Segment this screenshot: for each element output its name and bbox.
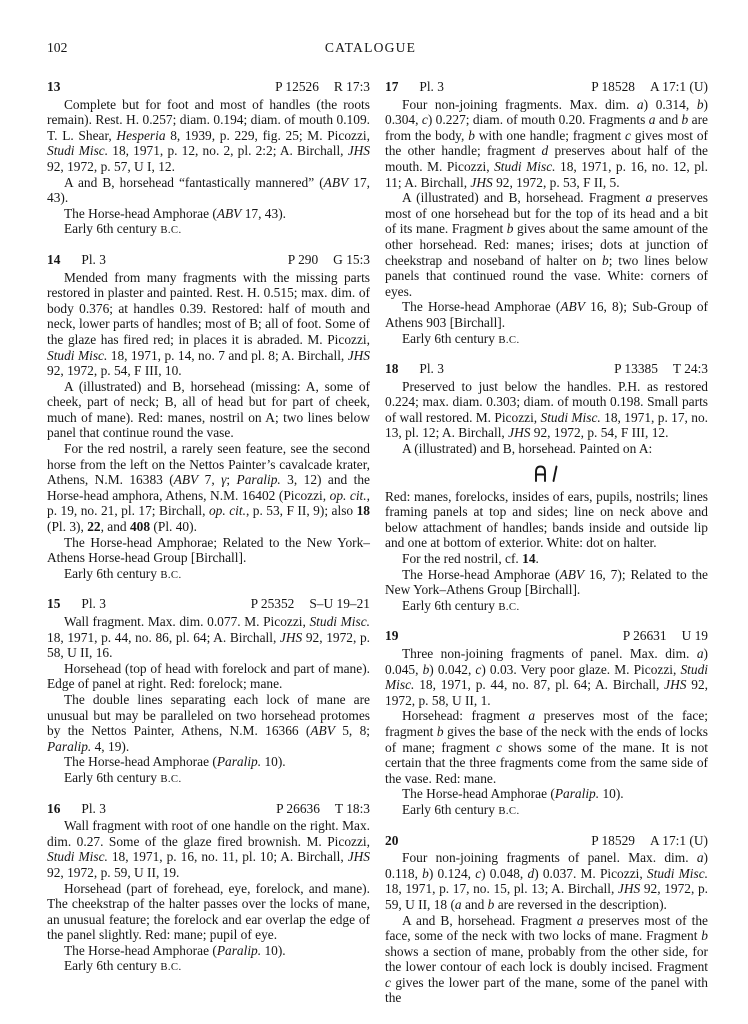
entry-paragraph: The Horse-head Amphorae (Paralip. 10). bbox=[64, 754, 286, 770]
entry-paragraph: Early 6th century B.C. bbox=[64, 769, 182, 785]
entry-grid-reference: A 17:1 (U) bbox=[649, 79, 708, 94]
entry-paragraph: Three non-joining fragments of panel. Max. dim. a) 0.045, b) 0.042, c) 0.03. Very poor glaze. M. Picozzi, Studi Misc. 18, 1971, p. 44, no. 87, pl. 64; A. Birchall, JHS 92, 1972, p. 58, U II, 1. bbox=[385, 646, 708, 708]
entry-paragraph: Wall fragment. Max. dim. 0.077. M. Picozzi, Studi Misc. 18, 1971, p. 44, no. 86, pl. 64; A. Birchall, JHS 92, 1972, p. 58, U II, 16. bbox=[47, 614, 370, 661]
entry-paragraph: A (illustrated) and B, horsehead. Fragment a preserves most of one horsehead but for the top of its head and a bit of its mane. Fragment b gives about the same amount of the other horsehead. Red: manes; irises; dots at junction of cheekstrap and noseband of halter on b; two lines below panels that continued round the vase. White: corners of eyes. bbox=[385, 190, 708, 299]
running-title: CATALOGUE bbox=[324, 40, 417, 55]
entry-number: 16 bbox=[47, 800, 61, 816]
entry-grid-reference: G 15:3 bbox=[333, 251, 370, 267]
entry-inventory-number: P 26636 bbox=[276, 800, 320, 816]
text-columns bbox=[47, 79, 708, 1006]
entry-paragraph: Horsehead (part of forehead, eye, forelock, and mane). The cheekstrap of the halter passes over the locks of mane, an unusual feature; the forelock and ear overlap the edge of the panel slightly. Red: mane; pupil of eye. bbox=[47, 880, 370, 943]
entry-paragraph: Complete but for foot and most of handles (the roots remain). Rest. H. 0.257; diam. 0.194; diam. of mouth 0.109. T. L. Shear, Hesperia 8, 1939, p. 229, fig. 25; M. Picozzi, Studi Misc. 18, 1971, p. 12, no. 2, pl. 2:2; A. Birchall, JHS 92, 1972, p. 57, U I, 12. bbox=[47, 96, 370, 174]
entry-paragraph: Early 6th century B.C. bbox=[402, 330, 520, 346]
page-number: 102 bbox=[47, 40, 68, 55]
entry-inventory-number: P 13385 bbox=[614, 361, 658, 377]
dipinto-inscription bbox=[385, 464, 708, 483]
entry-grid-reference: T 18:3 bbox=[334, 800, 370, 816]
entry-paragraph: Early 6th century B.C. bbox=[402, 801, 520, 817]
entry-paragraph: Early 6th century B.C. bbox=[64, 565, 182, 581]
entry-plate-ref: Pl. 3 bbox=[419, 79, 444, 94]
catalogue-entry-20 bbox=[385, 833, 708, 1007]
entry-plate-ref: Pl. 3 bbox=[81, 596, 106, 612]
entry-paragraph: Horsehead (top of head with forelock and part of mane). Edge of panel at right. Red: forelock; mane. bbox=[47, 660, 370, 692]
entry-paragraph: Mended from many fragments with the missing parts restored in plaster and painted. Rest. H. 0.515; max. dim. of body 0.376; at handles 0.39. Restored: half of mouth and neck, lower parts of handles; most of B; all of foot. Some of the glaze has fired red; in places it is abraded. M. Picozzi, Studi Misc. 18, 1971, p. 14, no. 7 and pl. 8; A. Birchall, JHS 92, 1972, p. 54, F III, 10. bbox=[47, 269, 370, 379]
entry-inventory-number: P 26631 bbox=[622, 628, 667, 644]
entry-paragraph: Early 6th century B.C. bbox=[64, 221, 182, 237]
entry-grid-reference: T 24:3 bbox=[672, 361, 708, 377]
entry-inventory-number: P 18529 bbox=[591, 832, 635, 848]
entry-grid-reference: U 19 bbox=[681, 628, 708, 644]
entry-header bbox=[385, 833, 708, 849]
entry-number: 15 bbox=[47, 596, 61, 612]
dipinto-glyphs-AI bbox=[530, 464, 564, 483]
entry-paragraph: Red: manes, forelocks, insides of ears, pupils, nostrils; lines framing panels at top and sides; line on neck above and below attachment of handles; bands inside and outside lip and one at bottom of exterior. White: dot on halter. bbox=[385, 488, 708, 551]
catalogue-entry-16 bbox=[47, 801, 370, 977]
entry-number: 18 bbox=[385, 361, 399, 377]
entry-paragraph: Wall fragment with root of one handle on the right. Max. dim. 0.27. Some of the glaze fired brownish. M. Picozzi, Studi Misc. 18, 1971, p. 16, no. 11, pl. 10; A. Birchall, JHS 92, 1972, p. 59, U II, 19. bbox=[47, 818, 370, 880]
entry-header bbox=[385, 79, 708, 95]
entry-paragraph: Early 6th century B.C. bbox=[64, 958, 182, 974]
entry-plate-ref: Pl. 3 bbox=[419, 361, 444, 377]
catalogue-page bbox=[47, 40, 708, 1006]
entry-paragraph: The Horse-head Amphorae (ABV 16, 7); Related to the New York–Athens Group [Birchall]. bbox=[385, 566, 708, 598]
entry-header bbox=[47, 79, 370, 95]
entry-paragraph: The Horse-head Amphorae; Related to the New York–Athens Horse-head Group [Birchall]. bbox=[47, 534, 370, 566]
running-head bbox=[47, 40, 708, 58]
entry-header bbox=[385, 628, 708, 644]
entry-paragraph: Preserved to just below the handles. P.H. as restored 0.224; max. diam. 0.303; diam. of mouth 0.198. Small parts of wall restored. M. Picozzi, Studi Misc. 18, 1971, p. 17, no. 13, pl. 12; A. Birchall, JHS 92, 1972, p. 54, F III, 12. bbox=[385, 378, 708, 441]
entry-plate-ref: Pl. 3 bbox=[81, 800, 106, 816]
entry-number: 20 bbox=[385, 832, 399, 848]
entry-header bbox=[47, 252, 370, 268]
entry-header bbox=[385, 361, 708, 377]
entry-paragraph: The Horse-head Amphorae (Paralip. 10). bbox=[64, 942, 286, 958]
entry-header bbox=[47, 596, 370, 612]
column-left bbox=[47, 79, 370, 1006]
entry-plate-ref: Pl. 3 bbox=[81, 251, 106, 267]
entry-number: 13 bbox=[47, 79, 61, 94]
entry-paragraph: Four non-joining fragments. Max. dim. a) 0.314, b) 0.304, c) 0.227; diam. of mouth 0.20. Fragments a and b are from the body, b with one handle; fragment c gives most of the other handle; fragment d preserves about half of the mouth. M. Picozzi, Studi Misc. 18, 1971, p. 16, no. 12, pl. 11; A. Birchall, JHS 92, 1972, p. 53, F II, 5. bbox=[385, 96, 708, 190]
entry-inventory-number: P 290 bbox=[287, 251, 319, 267]
entry-number: 14 bbox=[47, 251, 61, 267]
entry-paragraph: The Horse-head Amphorae (ABV 17, 43). bbox=[64, 205, 287, 221]
entry-paragraph: For the red nostril, a rarely seen feature, see the second horse from the left on the Nettos Painter’s cavalcade krater, Athens, N.M. 16383 (ABV 7, γ; Paralip. 3, 12) and the Horse-head amphora, Athens, N.M. 16402 (Picozzi, op. cit., p. 19, no. 21, pl. 17; Birchall, op. cit., p. 53, F II, 9); also 18 (Pl. 3), 22, and 408 (Pl. 40). bbox=[47, 441, 370, 535]
catalogue-entry-18 bbox=[385, 361, 708, 615]
catalogue-entry-14 bbox=[47, 252, 370, 583]
column-right bbox=[385, 79, 708, 1006]
entry-paragraph: Horsehead: fragment a preserves most of the face; fragment b gives the base of the neck with the ends of locks of mane; fragment c shows some of the mane. It is not certain that the three fragments come from the same side of the vase. Red: mane. bbox=[385, 708, 708, 786]
entry-paragraph: A and B, horsehead. Fragment a preserves most of the face, some of the neck with two locks of mane. Fragment b shows a section of mane, probably from the other side, for the lower contour of each lock is doubly incised. Fragment c gives the lower part of the mane, some of the panel with the bbox=[385, 912, 708, 1006]
catalogue-entry-15 bbox=[47, 596, 370, 787]
entry-paragraph: Early 6th century B.C. bbox=[402, 597, 520, 613]
catalogue-entry-13 bbox=[47, 79, 370, 239]
entry-number: 19 bbox=[385, 628, 399, 644]
entry-paragraph: The Horse-head Amphorae (ABV 16, 8); Sub-Group of Athens 903 [Birchall]. bbox=[385, 299, 708, 330]
entry-inventory-number: P 12526 bbox=[275, 79, 319, 94]
entry-paragraph: A (illustrated) and B, horsehead (missing: A, some of cheek, part of neck; B, all of head but for part of cheek, much of mane). Red: manes, nostril on A; two lines below panel that continue round the vase. bbox=[47, 378, 370, 441]
entry-paragraph: The double lines separating each lock of mane are unusual but may be paralleled on two horsehead protomes by the Nettos Painter, Athens, N.M. 16366 (ABV 5, 8; Paralip. 4, 19). bbox=[47, 691, 370, 754]
entry-paragraph: Four non-joining fragments of panel. Max. dim. a) 0.118, b) 0.124, c) 0.048, d) 0.037. M. Picozzi, Studi Misc. 18, 1971, p. 17, no. 15, pl. 13; A. Birchall, JHS 92, 1972, p. 59, U II, 18 (a and b are reversed in the description). bbox=[385, 850, 708, 912]
catalogue-entry-19 bbox=[385, 628, 708, 819]
entry-grid-reference: S–U 19–21 bbox=[309, 596, 370, 612]
entry-number: 17 bbox=[385, 79, 399, 94]
entry-grid-reference: A 17:1 (U) bbox=[649, 832, 708, 848]
catalogue-entry-17 bbox=[385, 79, 708, 348]
entry-paragraph: The Horse-head Amphorae (Paralip. 10). bbox=[402, 786, 624, 802]
entry-grid-reference: R 17:3 bbox=[333, 79, 370, 94]
entry-inventory-number: P 25352 bbox=[250, 596, 295, 612]
entry-inventory-number: P 18528 bbox=[591, 79, 635, 94]
entry-paragraph: A and B, horsehead “fantastically mannered” (ABV 17, 43). bbox=[47, 174, 370, 206]
entry-header bbox=[47, 801, 370, 817]
entry-paragraph: A (illustrated) and B, horsehead. Painted on A: bbox=[402, 441, 653, 457]
entry-paragraph: For the red nostril, cf. 14. bbox=[402, 551, 539, 567]
